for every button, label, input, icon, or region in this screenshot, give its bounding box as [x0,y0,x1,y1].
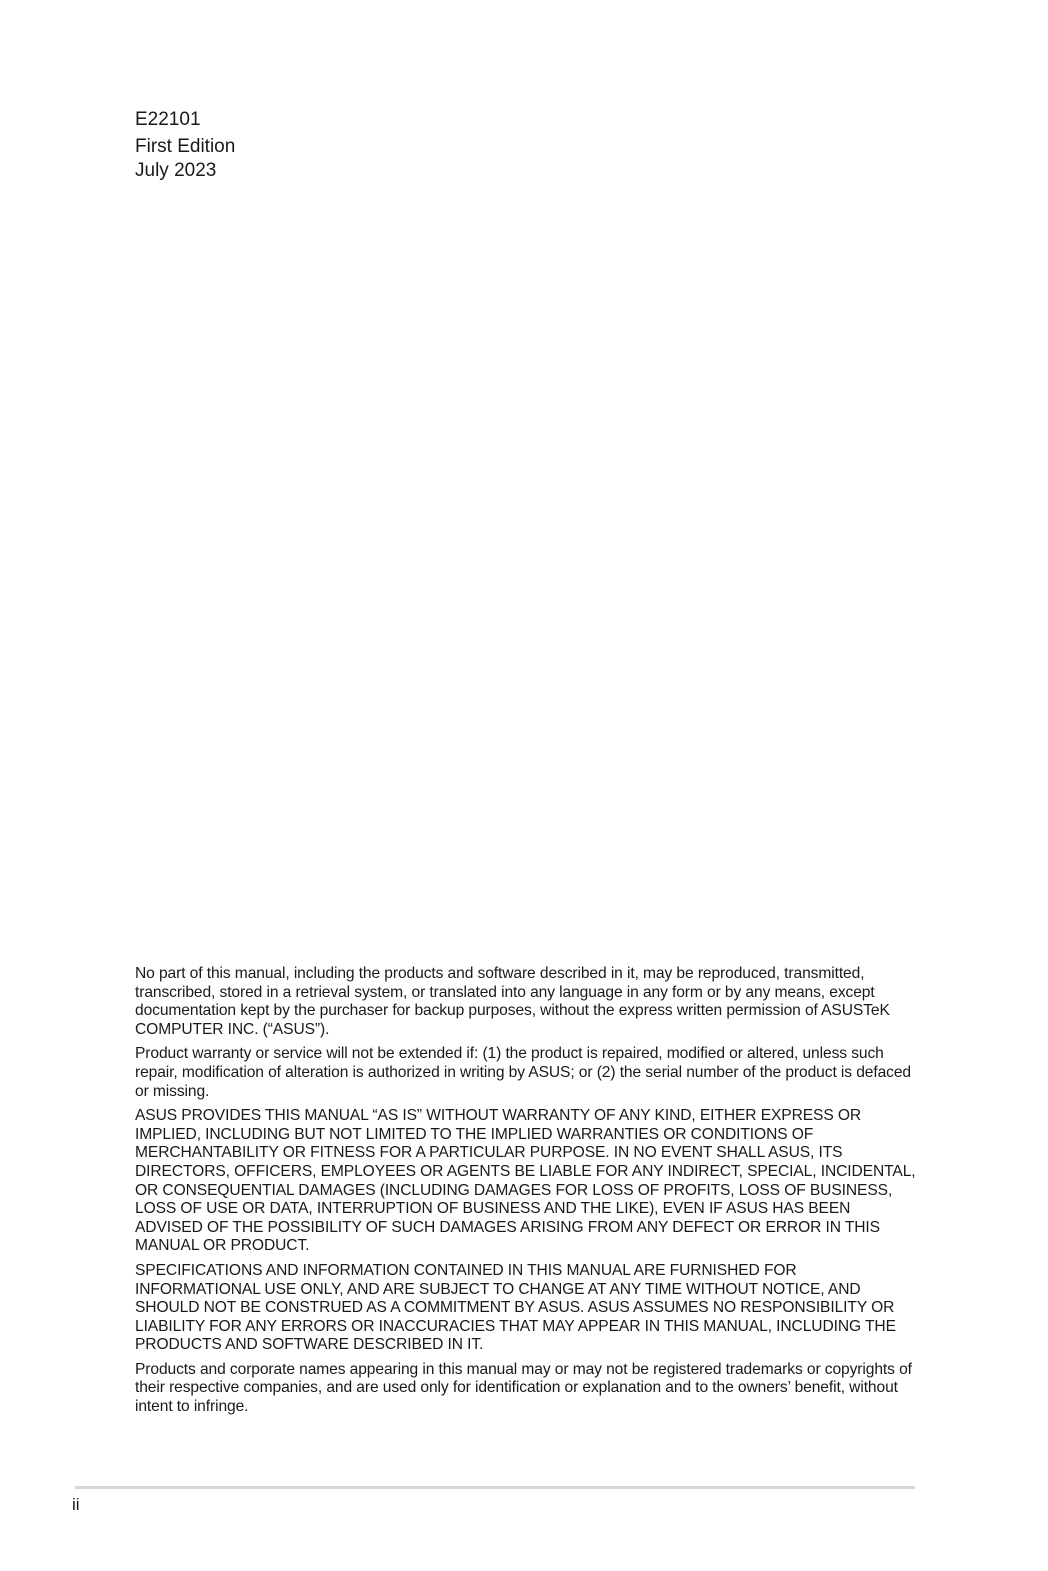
document-code: E22101 [135,109,201,130]
page-number: ii [72,1495,80,1514]
disclaimer-paragraph: ASUS PROVIDES THIS MANUAL “AS IS” WITHOUT WARRANTY OF ANY KIND, EITHER EXPRESS OR IMPLIED, INCLUDING BUT NOT LIMITED TO THE IMPLIED WARRANTIES OR CONDITIONS OF MERCHANTABILITY OR FITNESS FOR A PARTICULAR PURPOSE. IN NO EVENT SHALL ASUS, ITS DIRECTORS, OFFICERS, EMPLOYEES OR AGENTS BE LIABLE FOR ANY INDIRECT, SPECIAL, INCIDENTAL, OR CONSEQUENTIAL DAMAGES (INCLUDING DAMAGES FOR LOSS OF PROFITS, LOSS OF BUSINESS, LOSS OF USE OR DATA, INTERRUPTION OF BUSINESS AND THE LIKE), EVEN IF ASUS HAS BEEN ADVISED OF THE POSSIBILITY OF SUCH DAMAGES ARISING FROM ANY DEFECT OR ERROR IN THIS MANUAL OR PRODUCT. [135,1107,916,1255]
specifications-paragraph: SPECIFICATIONS AND INFORMATION CONTAINED IN THIS MANUAL ARE FURNISHED FOR INFORMATIONAL USE ONLY, AND ARE SUBJECT TO CHANGE AT ANY TIME WITHOUT NOTICE, AND SHOULD NOT BE CONSTRUED AS A COMMITMENT BY ASUS. ASUS ASSUMES NO RESPONSIBILITY OR LIABILITY FOR ANY ERRORS OR INACCURACIES THAT MAY APPEAR IN THIS MANUAL, INCLUDING THE PRODUCTS AND SOFTWARE DESCRIBED IN IT. [135,1261,896,1354]
trademark-paragraph: Products and corporate names appearing in this manual may or may not be registered trademarks or copyrights of their respective companies, and are used only for identification or explanation and to the owners’ benefit, without intent to infringe. [135,1360,912,1416]
warranty-paragraph: Product warranty or service will not be extended if: (1) the product is repaired, modified or altered, unless such repair, modification of alteration is authorized in writing by ASUS; or (2) the serial number of the product is defaced or missing. [135,1045,911,1100]
footer-divider [75,1486,915,1489]
copyright-paragraph: No part of this manual, including the products and software described in it, may be reproduced, transmitted, transcribed, stored in a retrieval system, or translated into any language in any form or by any means, except documentation kept by the purchaser for backup purposes, without the express written permission of ASUSTeK COMPUTER INC. (“ASUS”). [135,965,890,1038]
edition-date: July 2023 [135,160,217,181]
legal-notice [135,965,917,1423]
edition-info [135,108,235,183]
edition-label: First Edition [135,136,236,157]
